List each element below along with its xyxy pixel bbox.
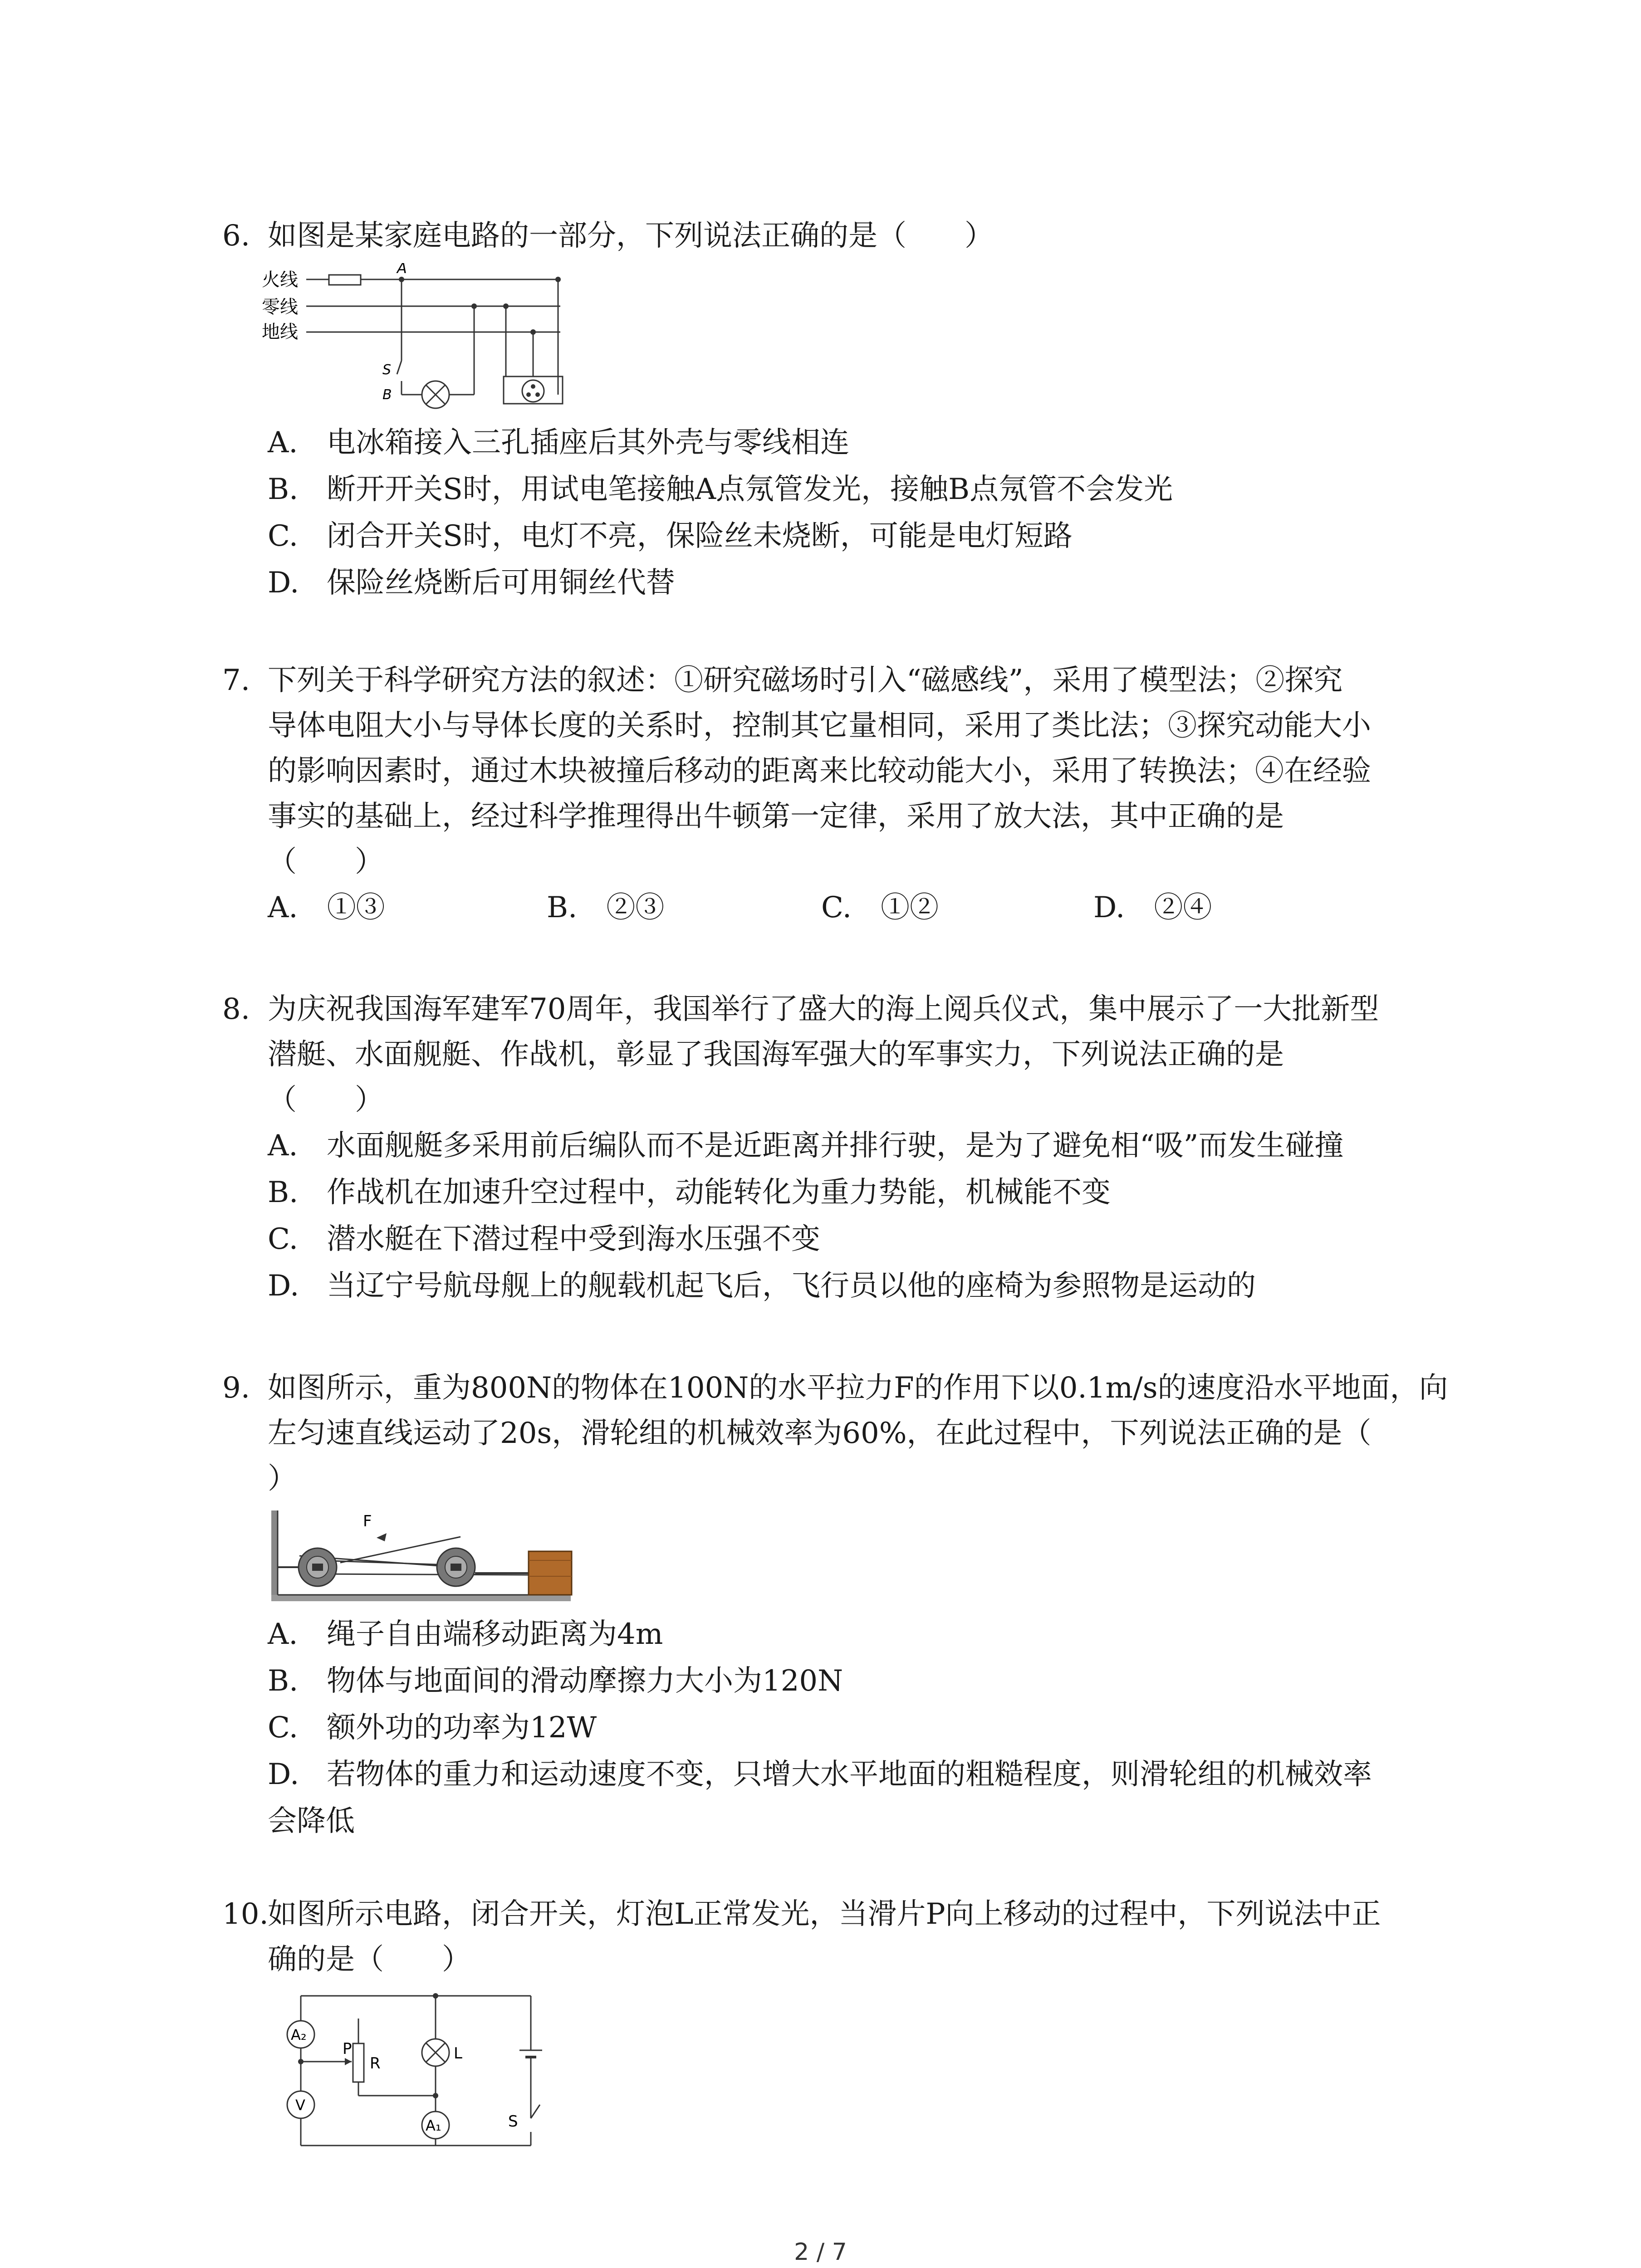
- option-text: 断开开关S时，用试电笔接触A点氖管发光，接触B点氖管不会发光: [327, 473, 1173, 506]
- point-b-label: B: [382, 387, 392, 403]
- option-d[interactable]: [222, 560, 1465, 606]
- option-b[interactable]: [547, 885, 664, 931]
- option-text: 若物体的重力和运动速度不变，只增大水平地面的粗糙程度，则滑轮组的机械效率: [327, 1758, 1372, 1791]
- question-7: [222, 658, 1465, 931]
- stem-line: 为庆祝我国海军建军70周年，我国举行了盛大的海上阅兵仪式，集中展示了一大批新型: [268, 992, 1379, 1026]
- option-text: 额外功的功率为12W: [327, 1711, 597, 1745]
- force-label: F: [363, 1512, 372, 1530]
- option-text: 电冰箱接入三孔插座后其外壳与零线相连: [327, 426, 849, 459]
- question-10: [222, 1892, 1465, 1982]
- stem-line: 潜艇、水面舰艇、作战机，彰显了我国海军强大的军事实力，下列说法正确的是: [268, 1038, 1284, 1071]
- stem-line: 如图所示，重为800N的物体在100N的水平拉力F的作用下以0.1m/s的速度沿水平地面，向: [268, 1371, 1448, 1405]
- slider-p-label: P: [343, 2040, 352, 2058]
- option-d-continuation: [222, 1798, 1465, 1845]
- option-letter: D.: [268, 1269, 299, 1303]
- option-letter: D.: [268, 1758, 299, 1791]
- option-text: 物体与地面间的滑动摩擦力大小为120N: [327, 1664, 843, 1698]
- option-letter: D.: [268, 566, 299, 600]
- ammeter-a2-label: A₂: [291, 2026, 307, 2043]
- option-letter: B.: [547, 891, 578, 924]
- option-a[interactable]: [268, 885, 385, 931]
- slider-circuit-figure: [279, 1982, 560, 2159]
- option-d[interactable]: [222, 1751, 1465, 1798]
- switch-icon: [397, 361, 402, 374]
- option-text: 当辽宁号航母舰上的舰载机起飞后，飞行员以他的座椅为参照物是运动的: [327, 1269, 1256, 1303]
- option-d[interactable]: [1093, 885, 1212, 931]
- option-text-continued: 会降低: [268, 1804, 355, 1838]
- option-text: ①②: [881, 891, 939, 924]
- rheostat-icon: [353, 2043, 364, 2082]
- pulley-figure: [268, 1501, 585, 1610]
- question-6-options: [222, 420, 1465, 606]
- option-b[interactable]: [222, 1169, 1465, 1216]
- stem-line: 左匀速直线运动了20s，滑轮组的机械效率为60%，在此过程中，下列说法正确的是（: [268, 1417, 1372, 1450]
- stem-line: 事实的基础上，经过科学推理得出牛顿第一定律，采用了放大法，其中正确的是: [268, 800, 1284, 833]
- voltmeter-label: V: [295, 2097, 305, 2114]
- option-letter: B.: [268, 1664, 299, 1698]
- option-c[interactable]: [222, 1705, 1465, 1751]
- lamp-l-label: L: [454, 2044, 462, 2063]
- wall-icon: [271, 1510, 278, 1601]
- question-9: [222, 1365, 1465, 1501]
- stem-line: ）: [268, 1462, 297, 1496]
- option-c[interactable]: [222, 513, 1465, 560]
- option-c[interactable]: [222, 1216, 1465, 1263]
- option-letter: C.: [821, 891, 852, 924]
- option-letter: D.: [1093, 891, 1125, 924]
- ammeter-a1-label: A₁: [426, 2117, 441, 2134]
- question-number: 6.: [222, 219, 250, 253]
- fire-wire-label: 火线: [262, 269, 298, 290]
- socket-icon: [522, 380, 544, 402]
- stem-line: 下列关于科学研究方法的叙述：①研究磁场时引入“磁感线”，采用了模型法；②探究: [268, 664, 1343, 697]
- option-text: 作战机在加速升空过程中，动能转化为重力势能，机械能不变: [327, 1176, 1111, 1209]
- switch-s-label: S: [508, 2112, 518, 2131]
- option-text: 潜水艇在下潜过程中受到海水压强不变: [327, 1222, 820, 1256]
- question-8: [222, 987, 1465, 1310]
- option-a[interactable]: [222, 1611, 1465, 1658]
- option-letter: C.: [268, 1711, 299, 1745]
- page-number: 2 / 7: [794, 2239, 847, 2266]
- question-number: 10.: [222, 1897, 269, 1931]
- option-text: 水面舰艇多采用前后编队而不是近距离并排行驶，是为了避免相“吸”而发生碰撞: [327, 1129, 1344, 1163]
- question-stem: [222, 213, 1465, 259]
- question-number: 8.: [222, 992, 250, 1026]
- question-stem: [222, 987, 1465, 1123]
- question-number: 7.: [222, 664, 250, 697]
- option-a[interactable]: [222, 420, 1465, 466]
- question-stem: [222, 1365, 1465, 1501]
- option-text: 保险丝烧断后可用铜丝代替: [327, 566, 675, 600]
- stem-line: 如图所示电路，闭合开关，灯泡L正常发光，当滑片P向上移动的过程中，下列说法中正: [268, 1897, 1381, 1931]
- option-letter: B.: [268, 1176, 299, 1209]
- question-stem: [222, 1892, 1465, 1982]
- option-row: [222, 885, 1465, 931]
- option-text: ①③: [327, 891, 385, 924]
- switch-s-label: S: [382, 362, 392, 378]
- switch-icon: [531, 2105, 540, 2118]
- option-text: 闭合开关S时，电灯不亮，保险丝未烧断，可能是电灯短路: [327, 519, 1073, 553]
- wooden-block-icon: [529, 1551, 572, 1595]
- fuse-icon: [329, 275, 361, 285]
- point-a-label: A: [397, 263, 407, 277]
- option-a[interactable]: [222, 1123, 1465, 1169]
- stem-line: 如图是某家庭电路的一部分，下列说法正确的是（ ）: [268, 219, 994, 253]
- option-letter: A.: [268, 426, 298, 459]
- option-d[interactable]: [222, 1263, 1465, 1310]
- neutral-wire-label: 零线: [262, 297, 298, 318]
- stem-line: （ ）: [268, 845, 384, 879]
- question-number: 9.: [222, 1371, 250, 1405]
- option-letter: C.: [268, 1222, 299, 1256]
- option-text: ②③: [606, 891, 665, 924]
- option-text: 绳子自由端移动距离为4m: [327, 1618, 663, 1651]
- option-c[interactable]: [821, 885, 939, 931]
- ground-icon: [271, 1595, 571, 1601]
- option-letter: C.: [268, 519, 299, 553]
- question-9-options: [222, 1611, 1465, 1845]
- rheostat-r-label: R: [370, 2054, 381, 2072]
- option-letter: A.: [268, 1129, 298, 1163]
- household-circuit-figure: [261, 263, 578, 413]
- stem-line: 的影响因素时，通过木块被撞后移动的距离来比较动能大小，采用了转换法；④在经验: [268, 754, 1371, 788]
- option-letter: A.: [268, 1618, 298, 1651]
- option-b[interactable]: [222, 466, 1465, 513]
- option-letter: B.: [268, 473, 299, 506]
- stem-line: （ ）: [268, 1083, 384, 1117]
- question-stem: [222, 658, 1465, 885]
- option-letter: A.: [268, 891, 298, 924]
- option-b[interactable]: [222, 1658, 1465, 1705]
- option-text: ②④: [1154, 891, 1212, 924]
- stem-line: 导体电阻大小与导体长度的关系时，控制其它量相同，采用了类比法；③探究动能大小: [268, 709, 1371, 743]
- ground-wire-label: 地线: [262, 322, 298, 342]
- question-6: [222, 213, 1465, 259]
- stem-line: 确的是（ ）: [268, 1943, 471, 1976]
